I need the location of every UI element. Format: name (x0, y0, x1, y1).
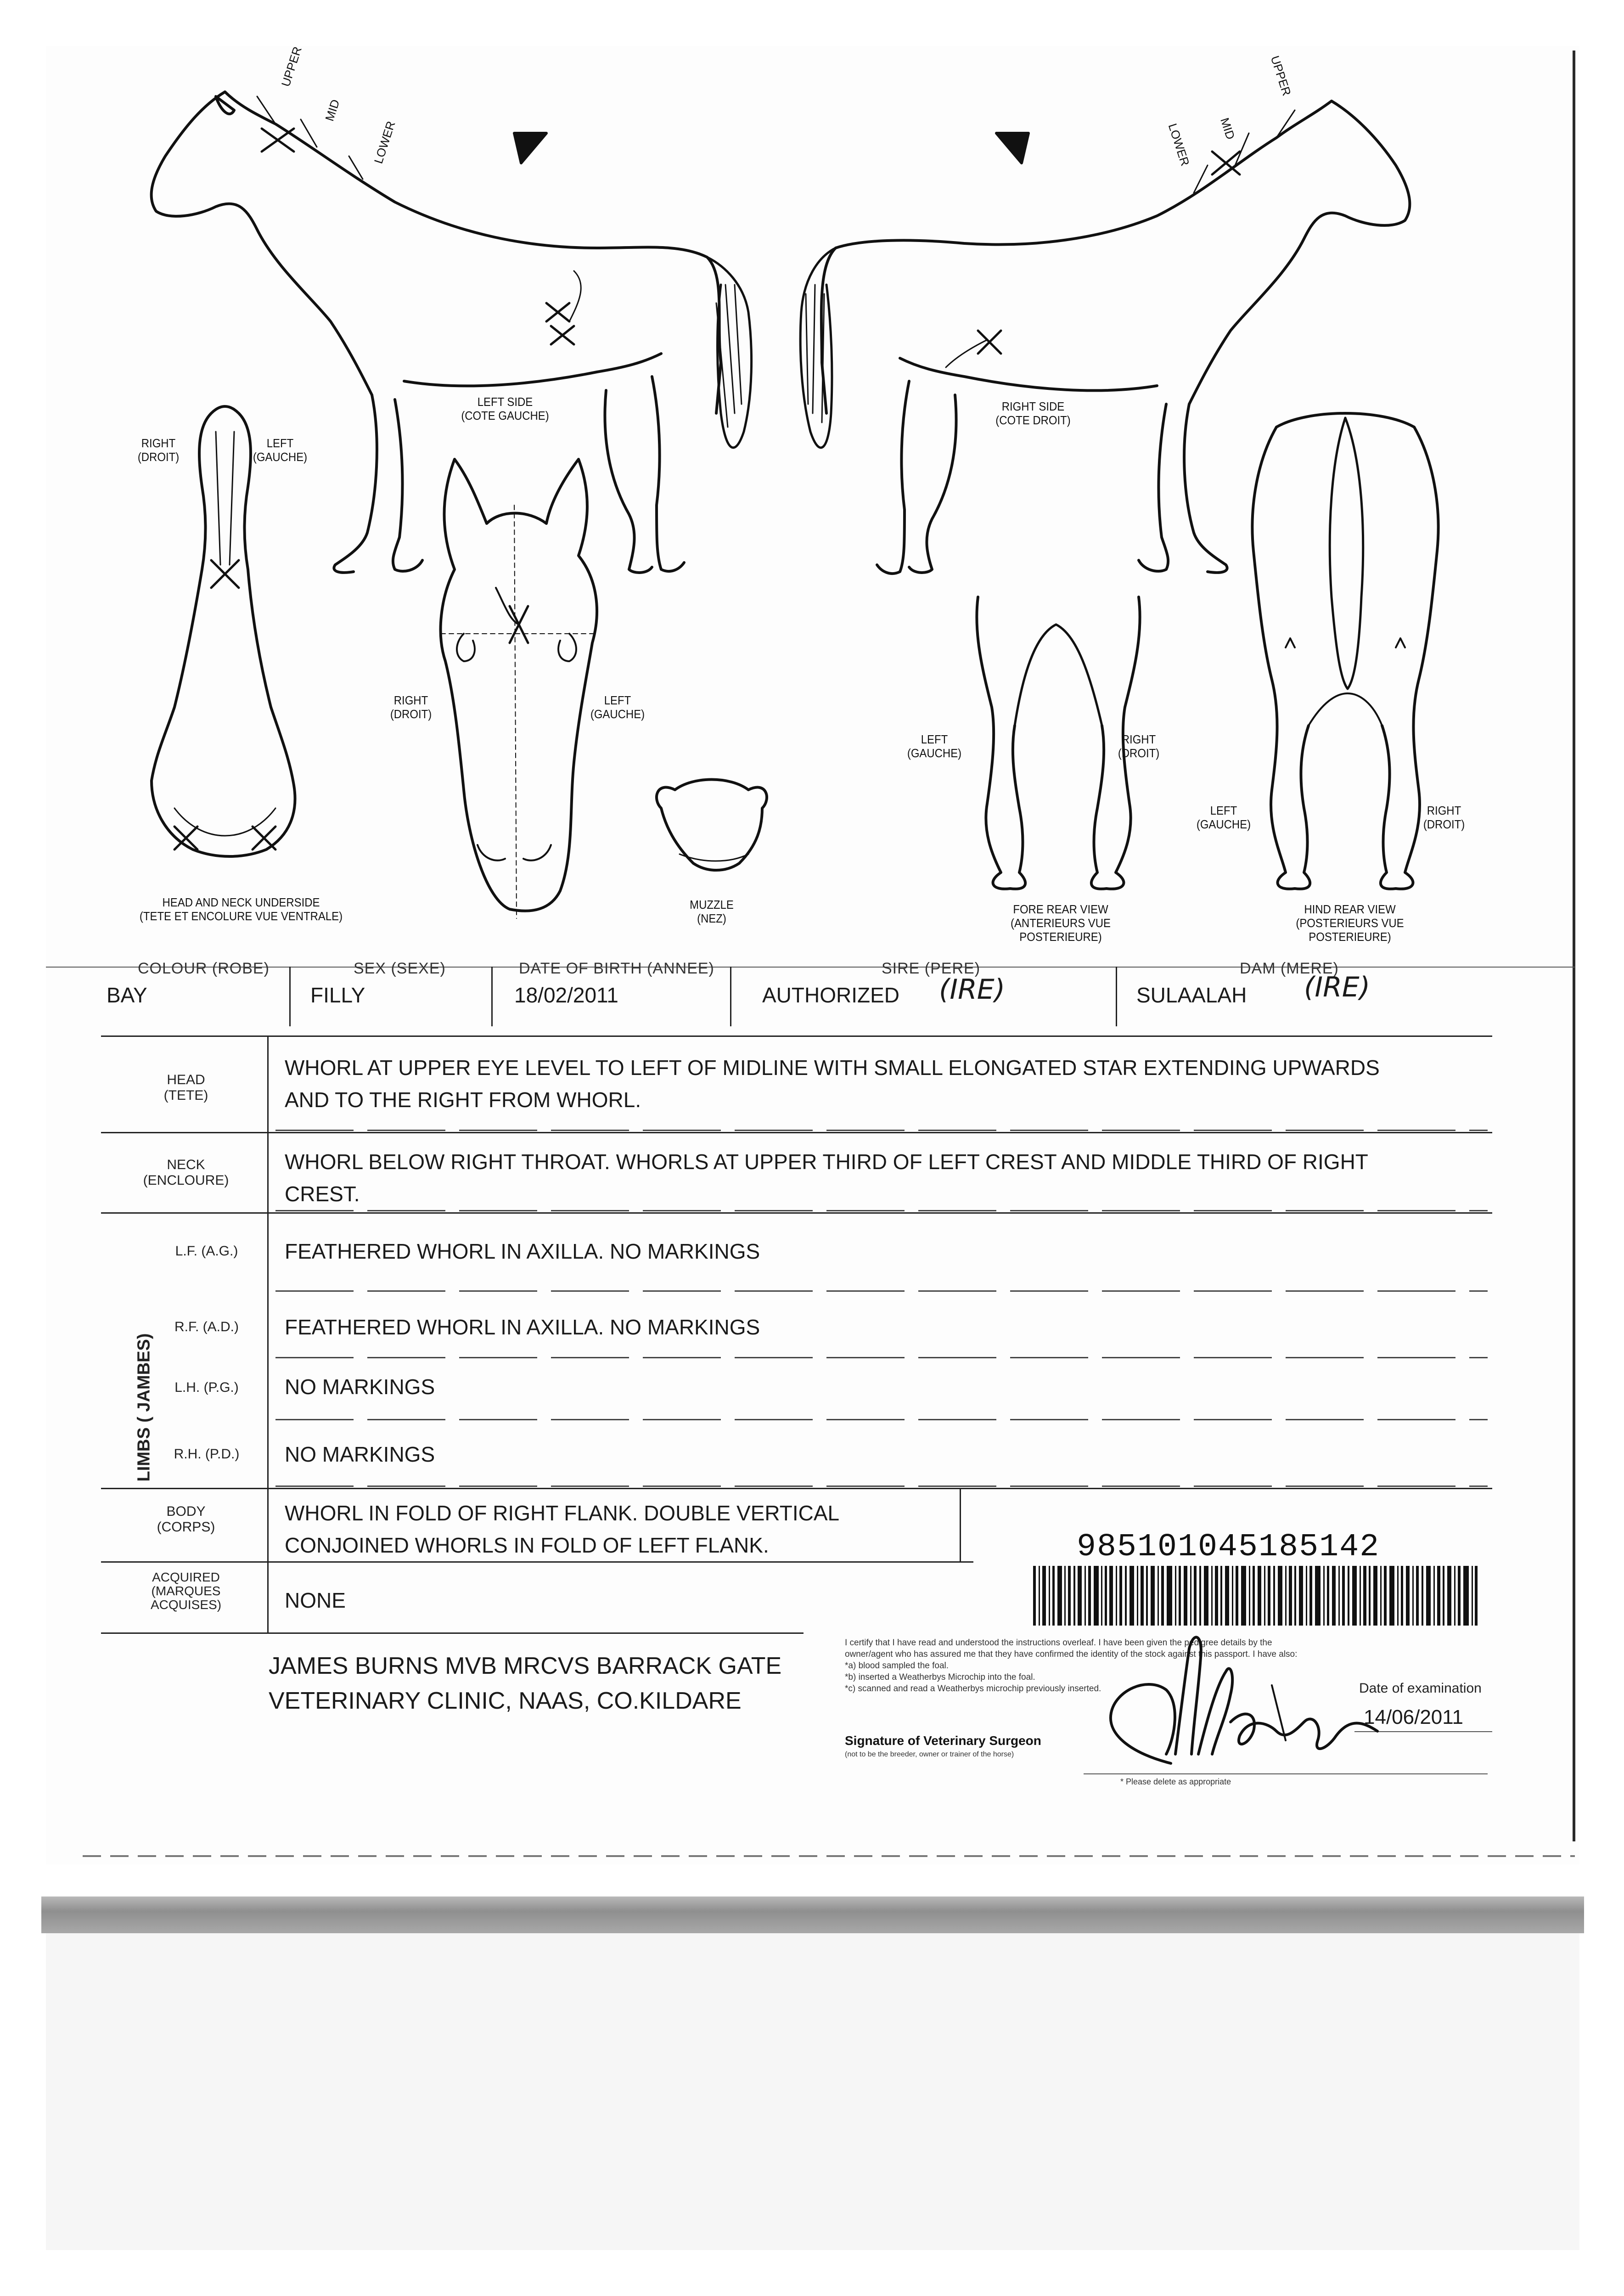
row-rule (101, 1212, 1492, 1214)
date-of-examination-value: 14/06/2011 (1364, 1706, 1463, 1728)
sex-header-cut (354, 961, 446, 967)
header-divider (730, 967, 731, 1026)
veterinary-practice (269, 1649, 781, 1718)
rf-description: FEATHERED WHORL IN AXILLA. NO MARKINGS (285, 1315, 760, 1339)
row-rule (101, 1561, 973, 1563)
hind-rear-caption: HIND REAR VIEW (POSTERIEURS VUE POSTERIEURE) (1296, 902, 1404, 944)
certification-line: *a) blood sampled the foal. (845, 1661, 949, 1671)
body-row-label: BODY (CORPS) (157, 1504, 215, 1535)
signature-label: Signature of Veterinary Surgeon (845, 1733, 1041, 1748)
left-side-label: LEFT SIDE (COTE GAUCHE) (461, 395, 549, 422)
fore-left-label: LEFT (GAUCHE) (907, 732, 962, 760)
face-left-label: LEFT (GAUCHE) (590, 693, 645, 721)
blank-scan-area (46, 1933, 1579, 2250)
body-description-line-1: WHORL IN FOLD OF RIGHT FLANK. DOUBLE VERTICAL (285, 1501, 840, 1525)
head-row-label: HEAD (TETE) (163, 1072, 208, 1103)
header-divider (1116, 967, 1117, 1026)
writing-line (275, 1290, 1488, 1292)
right-side-horse-outline (800, 101, 1410, 574)
writing-line (275, 1357, 1488, 1358)
sheet-bottom-edge (83, 1855, 1575, 1857)
dam-value: SULAALAH (1136, 983, 1247, 1007)
certification-line: owner/agent who has assured me that they have confirmed the identity of the stock against this passport. I have also: (845, 1649, 1298, 1659)
dob-header-cut (519, 961, 714, 967)
rf-row-label: R.F. (A.D.) (174, 1319, 239, 1334)
sire-country: (IRE) (939, 974, 1006, 1006)
rh-description: NO MARKINGS (285, 1442, 435, 1466)
writing-line (275, 1210, 1488, 1211)
muzzle-outline (657, 780, 767, 871)
underside-right-label: RIGHT (DROIT) (137, 436, 180, 464)
neck-row-label: NECK (ENCLOURE) (143, 1157, 229, 1188)
neck-upper-label-right: UPPER (1268, 54, 1294, 98)
face-right-label: RIGHT (DROIT) (390, 693, 432, 721)
neck-lower-label-left: LOWER (371, 119, 398, 165)
underside-outline (152, 406, 295, 856)
microchip-number: 985101045185142 (1077, 1529, 1380, 1565)
head-description-line-2: AND TO THE RIGHT FROM WHORL. (285, 1088, 641, 1112)
rh-row-label: R.H. (P.D.) (174, 1446, 240, 1462)
table-bottom-rule (101, 1632, 804, 1634)
neck-lower-label-right: LOWER (1165, 122, 1192, 168)
writing-line (275, 1130, 1488, 1131)
table-top-rule (101, 1035, 1492, 1037)
hind-right-label: RIGHT (DROIT) (1423, 804, 1465, 831)
lh-row-label: L.H. (P.G.) (174, 1380, 239, 1395)
writing-line (275, 1486, 1488, 1487)
fore-rear-caption: FORE REAR VIEW (ANTERIEURS VUE POSTERIEURE) (1011, 902, 1111, 944)
face-outline (441, 459, 597, 918)
writing-line (275, 1419, 1488, 1420)
muzzle-label: MUZZLE (NEZ) (690, 898, 734, 925)
delete-note: * Please delete as appropriate (1120, 1777, 1231, 1786)
limbs-label-text: LIMBS ( JAMBES) (134, 1333, 154, 1482)
left-side-horse-outline (152, 92, 752, 573)
veterinary-signature (1079, 1616, 1400, 1782)
lh-description: NO MARKINGS (285, 1375, 435, 1399)
neck-description-line-1: WHORL BELOW RIGHT THROAT. WHORLS AT UPPER THIRD OF LEFT CREST AND MIDDLE THIRD OF RIGHT (285, 1150, 1368, 1174)
certification-line: *b) inserted a Weatherbys Microchip into the foal. (845, 1672, 1035, 1682)
colour-header-cut (138, 961, 270, 967)
acquired-description: NONE (285, 1588, 346, 1612)
row-rule (101, 1132, 1492, 1133)
vet-line-2: VETERINARY CLINIC, NAAS, CO.KILDARE (269, 1688, 742, 1714)
sire-value: AUTHORIZED (762, 983, 899, 1007)
lf-row-label: L.F. (A.G.) (175, 1244, 238, 1259)
neck-mid-label-left: MID (322, 97, 343, 123)
underside-left-label: LEFT (GAUCHE) (253, 436, 308, 464)
neck-upper-label-left: UPPER (278, 45, 304, 89)
row-rule (101, 1488, 1492, 1489)
header-divider (491, 967, 493, 1026)
certification-line: I certify that I have read and understood the instructions overleaf. I have been given the pedigree details by the (845, 1638, 1272, 1648)
neck-mid-label-right: MID (1218, 116, 1238, 141)
underside-caption: HEAD AND NECK UNDERSIDE (TETE ET ENCOLURE VUE VENTRALE) (139, 895, 343, 923)
vet-line-1: JAMES BURNS MVB MRCVS BARRACK GATE (269, 1653, 782, 1679)
hind-left-label: LEFT (GAUCHE) (1196, 804, 1251, 831)
right-side-label: RIGHT SIDE (COTE DROIT) (995, 400, 1071, 427)
colour-value: BAY (107, 983, 147, 1007)
acquired-row-label: ACQUIRED (MARQUES ACQUISES) (150, 1570, 222, 1612)
body-description-line-2: CONJOINED WHORLS IN FOLD OF LEFT FLANK. (285, 1533, 769, 1557)
limbs-label (132, 1300, 156, 1515)
dam-country: (IRE) (1304, 971, 1371, 1003)
horse-diagrams (0, 0, 1624, 964)
header-top-rule (46, 967, 1575, 968)
dob-value: 18/02/2011 (514, 983, 618, 1007)
scan-shadow-band (41, 1896, 1584, 1933)
head-description-line-1: WHORL AT UPPER EYE LEVEL TO LEFT OF MIDLINE WITH SMALL ELONGATED STAR EXTENDING UPWARDS (285, 1056, 1380, 1080)
table-label-divider (267, 1035, 269, 1632)
sex-value: FILLY (310, 983, 365, 1007)
neck-description-line-2: CREST. (285, 1182, 360, 1206)
lf-description: FEATHERED WHORL IN AXILLA. NO MARKINGS (285, 1239, 760, 1263)
date-of-examination-label: Date of examination (1359, 1681, 1482, 1696)
sire-header-cut (882, 961, 980, 967)
fore-right-label: RIGHT (DROIT) (1118, 732, 1160, 760)
certification-line: *c) scanned and read a Weatherbys microchip previously inserted. (845, 1684, 1101, 1694)
header-divider (289, 967, 291, 1026)
dam-header-cut (1240, 961, 1339, 967)
signature-sub-label: (not to be the breeder, owner or trainer of the horse) (845, 1750, 1014, 1758)
body-row-divider (960, 1488, 961, 1561)
